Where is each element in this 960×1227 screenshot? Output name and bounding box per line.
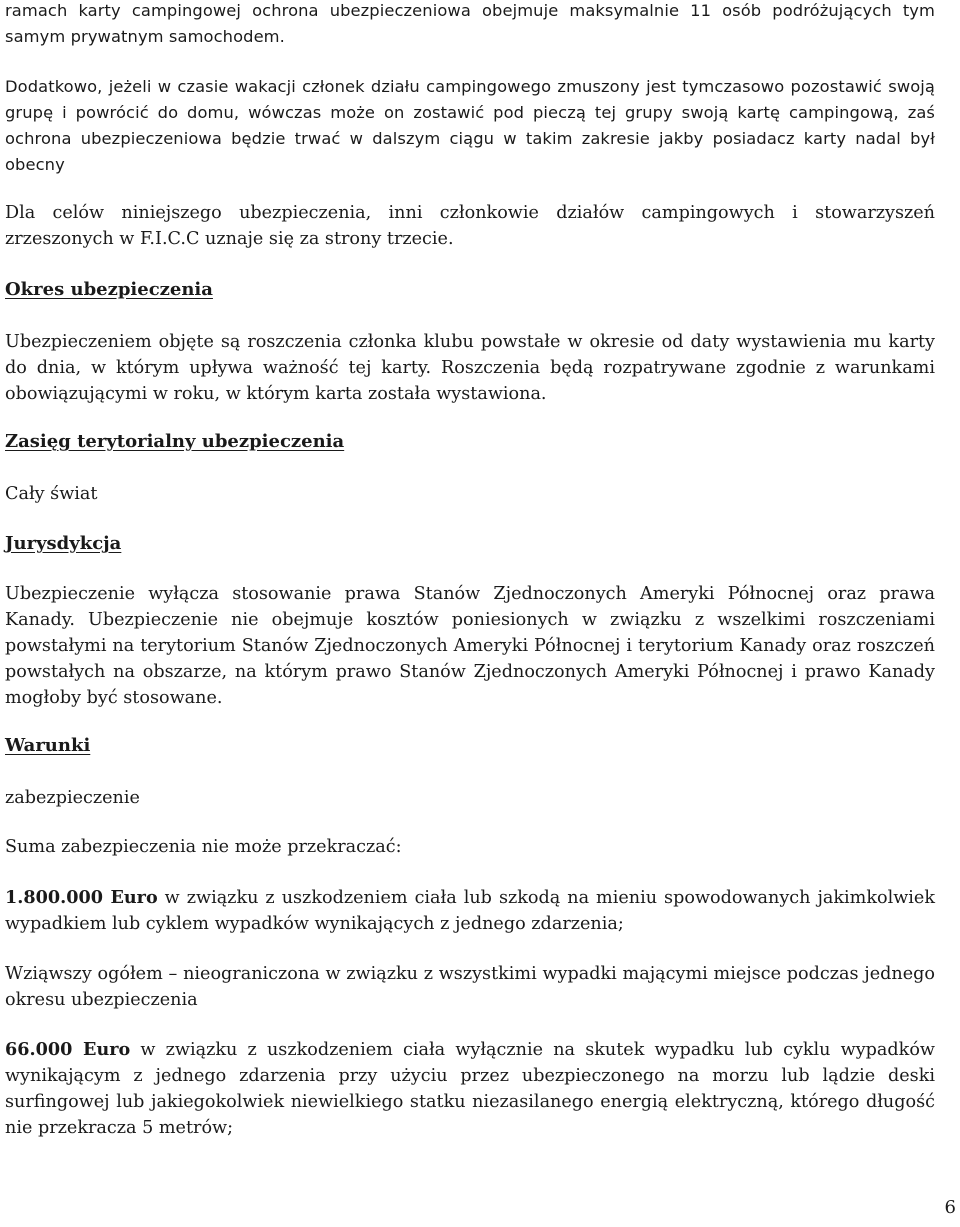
limit-description-1800000: w związku z uszkodzeniem ciała lub szkodą na mieniu spowodowanych jakimkolwiek wypadkiem lub cyklem wypadków wynikających z jednego zdarzenia; (5, 888, 935, 934)
paragraph-insurance-period: Ubezpieczeniem objęte są roszczenia członka klubu powstałe w okresie od daty wystawienia mu karty do dnia, w którym upływa ważność tej karty. Roszczenia będą rozpatrywane zgodnie z warunkami obowiązującymi w roku, w którym karta została wystawiona. (5, 332, 935, 404)
paragraph-limit-bodily-injury (5, 885, 935, 937)
paragraph-limit-watercraft (5, 1037, 935, 1141)
paragraph-aggregate-limit: Wziąwszy ogółem – nieograniczona w związku z wszystkimi wypadki mającymi miejsce podczas jednego okresu ubezpieczenia (5, 964, 935, 1010)
limit-description-66000: w związku z uszkodzeniem ciała wyłącznie na skutek wypadku lub cyklu wypadków wynikającym z jednego zdarzenia przy użyciu przez ubezpieczonego na morzu lub lądzie deski surfingowej lub jakiegokolwiek niewielkiego statku niezasilanego energią elektryczną, którego długość nie przekracza 5 metrów; (5, 1040, 935, 1138)
page-number: 6 (944, 1197, 956, 1218)
heading-insurance-period: Okres ubezpieczenia (5, 279, 213, 300)
limit-amount-66000: 66.000 Euro (5, 1039, 131, 1060)
paragraph-territorial-scope: Cały świat (5, 484, 98, 504)
heading-jurisdiction: Jurysdykcja (5, 533, 122, 554)
paragraph-security-label: zabezpieczenie (5, 788, 140, 808)
paragraph-jurisdiction: Ubezpieczenie wyłącza stosowanie prawa Stanów Zjednoczonych Ameryki Północnej oraz prawa Kanady. Ubezpieczenie nie obejmuje kosztów poniesionych w związku z wszelkimi roszczeniami powstałymi na terytorium Stanów Zjednoczonych Ameryki Północnej i terytorium Kanady oraz roszczeń powstałych na obszarze, na którym prawo Stanów Zjednoczonych Ameryki Północnej i prawo Kanady mogłoby być stosowane. (5, 584, 935, 708)
heading-territorial-scope: Zasięg terytorialny ubezpieczenia (5, 431, 345, 452)
paragraph-third-parties: Dla celów niniejszego ubezpieczenia, inni członkowie działów campingowych i stowarzyszeń zrzeszonych w F.I.C.C uznaje się za strony trzecie. (5, 203, 935, 249)
paragraph-temporary-leave: Dodatkowo, jeżeli w czasie wakacji członek działu campingowego zmuszony jest tymczasowo pozostawić swoją grupę i powrócić do domu, wówczas może on zostawić pod pieczą tej grupy swoją kartę campingową, zaś ochrona ubezpieczeniowa będzie trwać w dalszym ciągu w takim zakresie jakby posiadacz karty nadal był obecny (5, 77, 935, 174)
heading-conditions: Warunki (5, 735, 91, 756)
limit-amount-1800000: 1.800.000 Euro (5, 887, 158, 908)
paragraph-card-coverage: ramach karty campingowej ochrona ubezpieczeniowa obejmuje maksymalnie 11 osób podróżujących tym samym prywatnym samochodem. (5, 1, 935, 46)
paragraph-sum-limit: Suma zabezpieczenia nie może przekraczać: (5, 837, 402, 857)
